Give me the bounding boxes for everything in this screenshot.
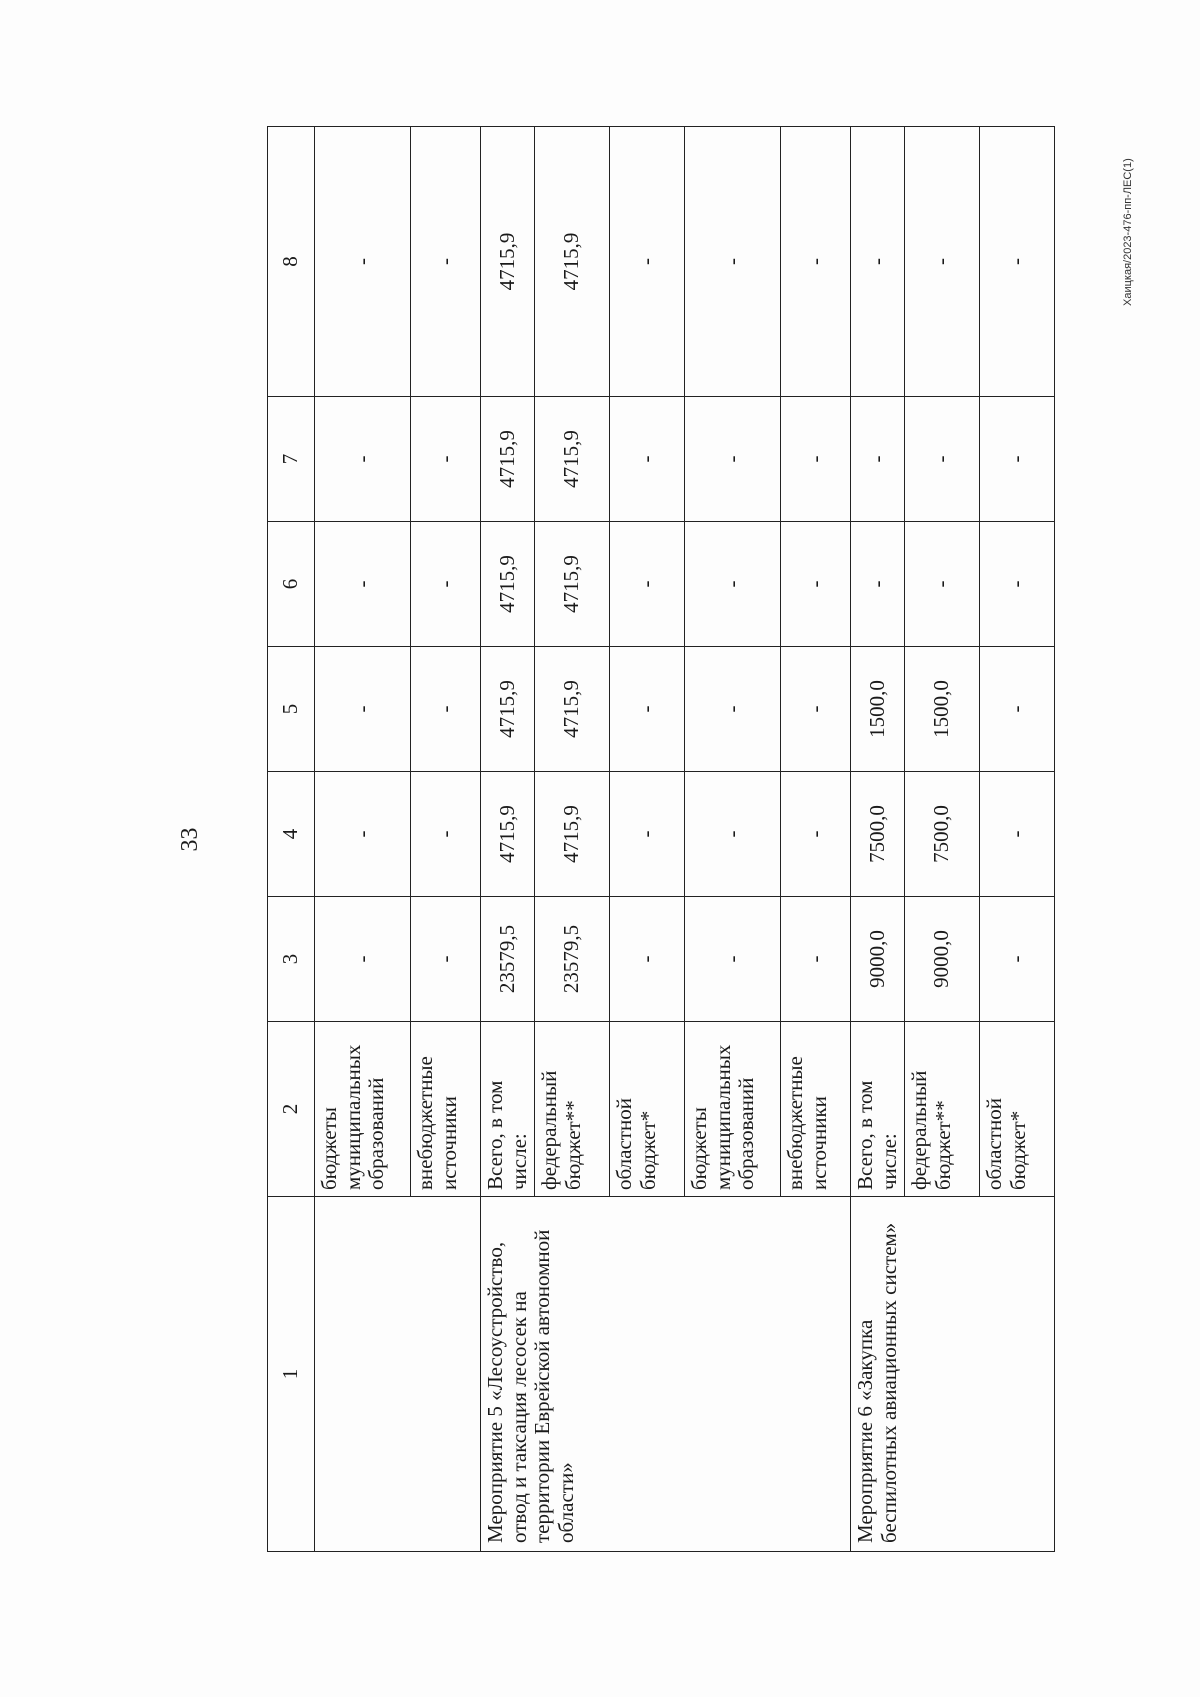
value-cell: - [685,647,781,772]
value-cell: - [610,522,685,647]
value-cell: - [411,647,481,772]
value-cell: - [980,397,1055,522]
category-cell: бюджеты муниципальных образований [315,1022,411,1197]
page-number: 33 [177,827,203,852]
value-cell: 4715,9 [481,772,535,897]
value-cell: - [685,522,781,647]
value-cell: 4715,9 [481,397,535,522]
value-cell: 23579,5 [481,897,535,1022]
value-cell: 4715,9 [535,397,610,522]
header-row [268,127,315,1552]
category-cell: областной бюджет* [610,1022,685,1197]
value-cell: - [980,522,1055,647]
column-header: 1 [268,1197,315,1552]
value-cell: - [315,772,411,897]
value-cell: 9000,0 [851,897,905,1022]
value-cell: - [610,897,685,1022]
value-cell: - [315,897,411,1022]
column-header: 8 [268,127,315,397]
value-cell: - [610,397,685,522]
value-cell: - [411,127,481,397]
value-cell: 9000,0 [905,897,980,1022]
value-cell: - [411,397,481,522]
document-code [1122,126,1140,306]
value-cell: - [781,772,851,897]
column-header: 3 [268,897,315,1022]
value-cell: - [905,397,980,522]
value-cell: 4715,9 [535,647,610,772]
value-cell: - [781,127,851,397]
value-cell: 4715,9 [535,127,610,397]
table-row [481,127,535,1552]
value-cell: - [315,397,411,522]
column-header: 2 [268,1022,315,1197]
value-cell: - [411,897,481,1022]
category-cell: внебюджетные источники [411,1022,481,1197]
value-cell: 4715,9 [535,772,610,897]
category-cell: областной бюджет* [980,1022,1055,1197]
value-cell: - [781,897,851,1022]
value-cell: - [315,522,411,647]
value-cell: - [685,397,781,522]
column-header: 4 [268,772,315,897]
column-header: 6 [268,522,315,647]
value-cell: - [685,127,781,397]
category-cell: федеральный бюджет** [535,1022,610,1197]
value-cell: 1500,0 [905,647,980,772]
value-cell: - [781,647,851,772]
value-cell: 4715,9 [481,522,535,647]
value-cell: 4715,9 [535,522,610,647]
value-cell: - [781,522,851,647]
value-cell: - [851,522,905,647]
measure-cell: Мероприятие 5 «Лесоустройство, отвод и таксация лесосек на территории Еврейской автономной области» [481,1197,851,1552]
category-cell: Всего, в том числе: [481,1022,535,1197]
value-cell: - [905,127,980,397]
value-cell: - [781,397,851,522]
value-cell: - [411,522,481,647]
value-cell: 4715,9 [481,127,535,397]
value-cell: 23579,5 [535,897,610,1022]
table-row [315,127,411,1552]
value-cell: - [610,127,685,397]
budget-table [267,126,1055,1552]
value-cell: - [610,772,685,897]
measure-cell: Мероприятие 6 «Закупка беспилотных авиационных систем» [851,1197,1055,1552]
value-cell: - [980,897,1055,1022]
value-cell: - [315,647,411,772]
value-cell: - [980,772,1055,897]
table-row [851,127,905,1552]
column-header: 7 [268,397,315,522]
value-cell: 7500,0 [905,772,980,897]
value-cell: - [851,397,905,522]
value-cell: - [610,647,685,772]
value-cell: - [685,772,781,897]
value-cell: 1500,0 [851,647,905,772]
value-cell: - [685,897,781,1022]
document-code-text: Хаицкая/2023-476-пп-ЛЕС(1) [1122,158,1134,306]
value-cell: - [980,127,1055,397]
value-cell: 7500,0 [851,772,905,897]
value-cell: 4715,9 [481,647,535,772]
category-cell: внебюджетные источники [781,1022,851,1197]
category-cell: бюджеты муниципальных образований [685,1022,781,1197]
value-cell: - [980,647,1055,772]
rotated-sheet [140,127,1030,1552]
measure-cell [315,1197,481,1552]
value-cell: - [905,522,980,647]
value-cell: - [315,127,411,397]
column-header: 5 [268,647,315,772]
category-cell: Всего, в том числе: [851,1022,905,1197]
value-cell: - [411,772,481,897]
category-cell: федеральный бюджет** [905,1022,980,1197]
value-cell: - [851,127,905,397]
